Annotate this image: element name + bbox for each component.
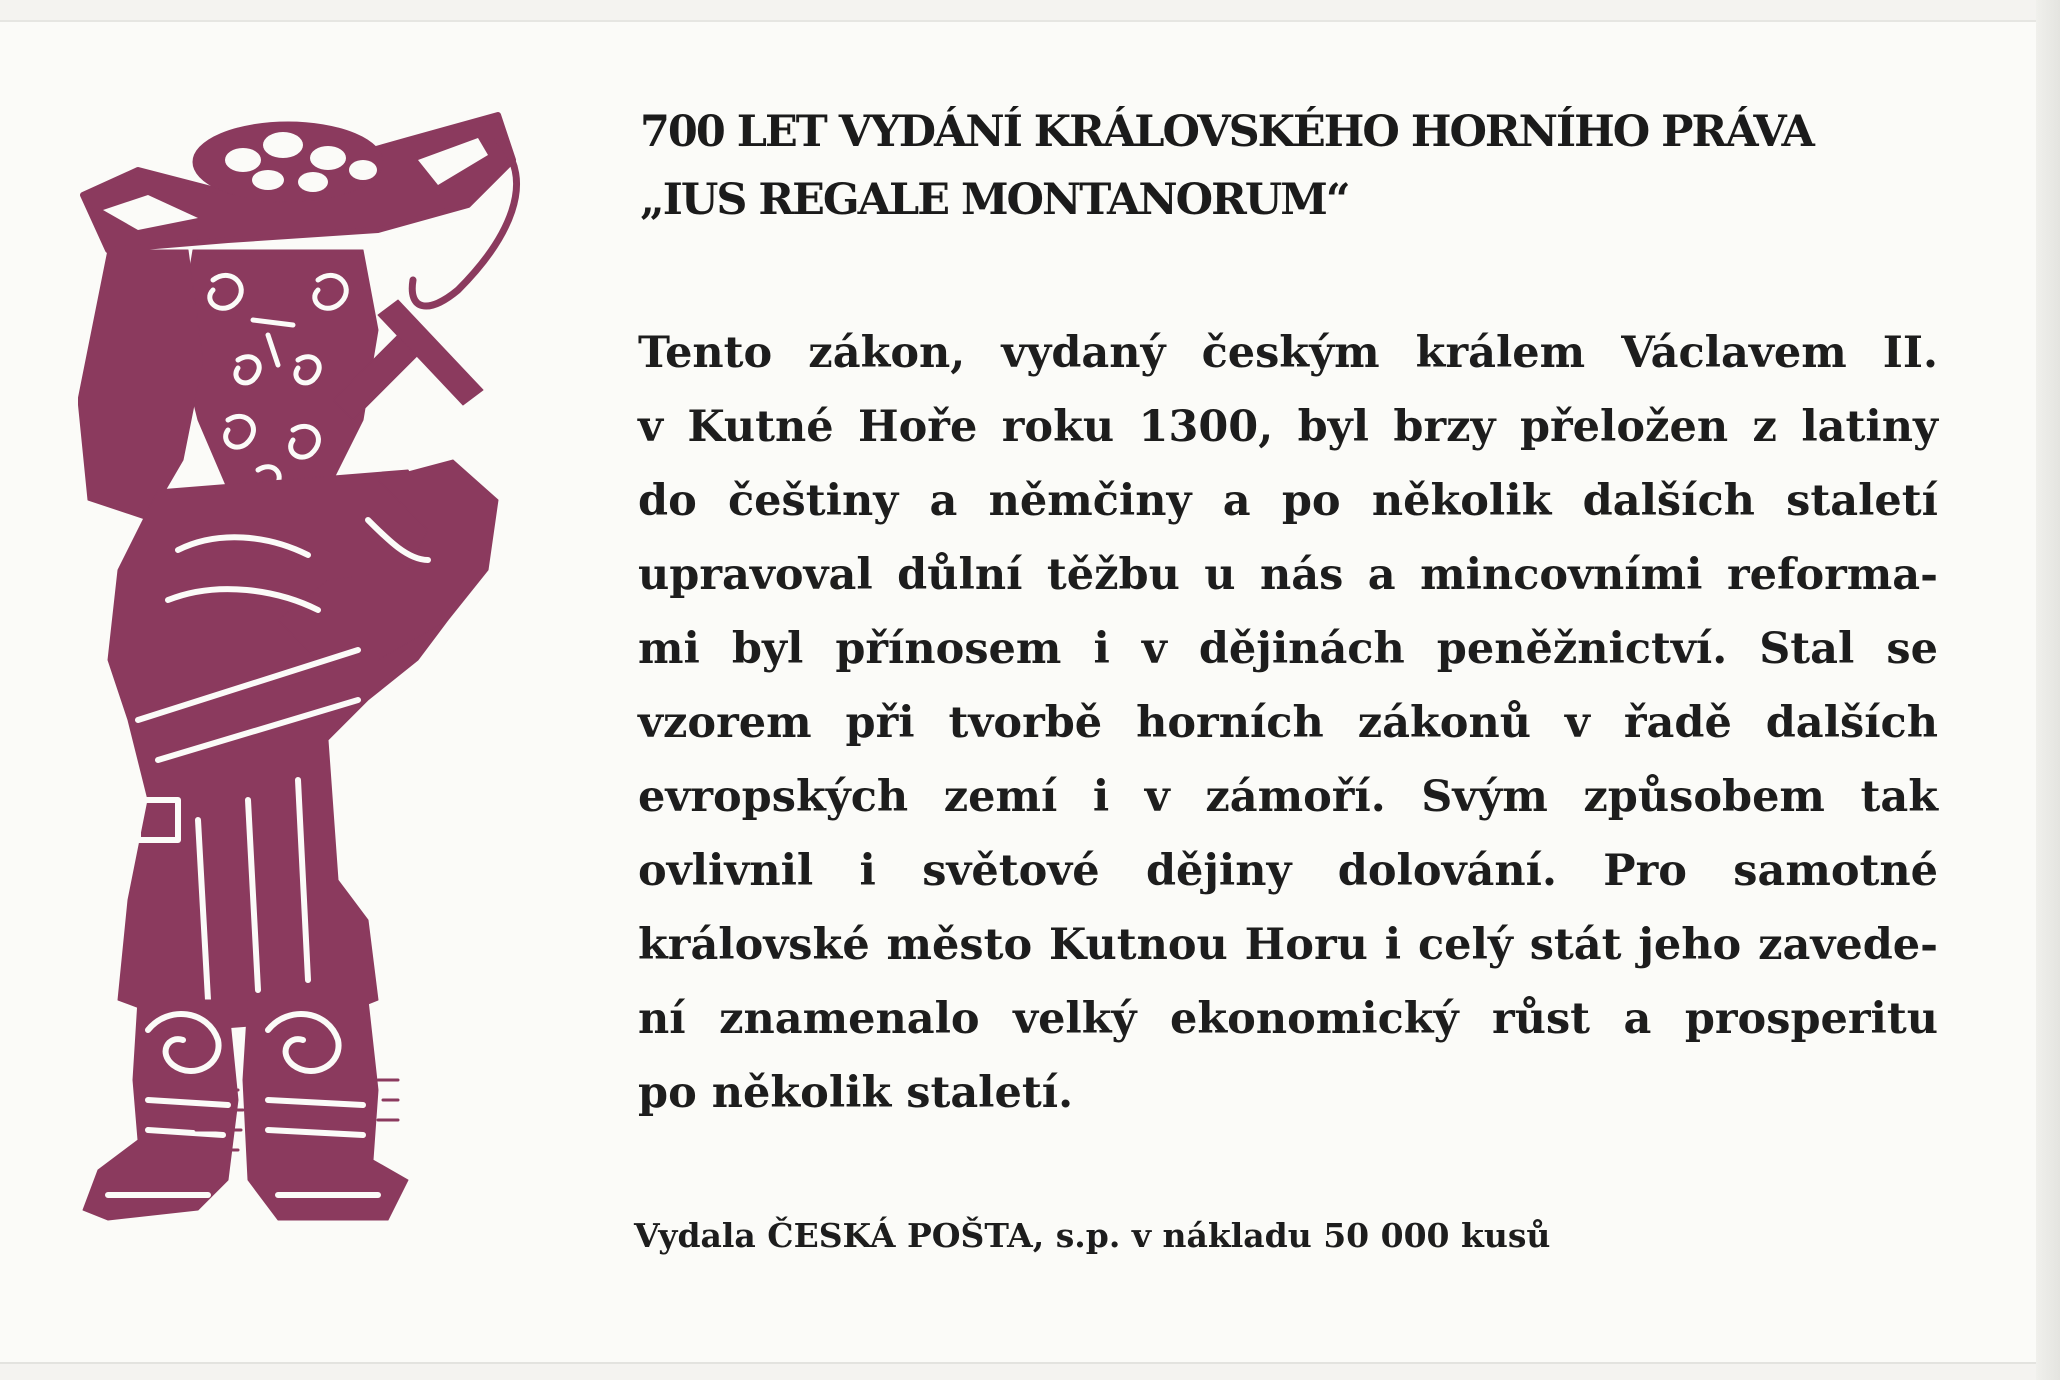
title-line-2: „IUS REGALE MONTANORUM“ [640, 175, 1349, 225]
card-edge [2036, 0, 2060, 1380]
body-line: vzorem při tvorbě horních zákonů v řadě dalších [638, 698, 1938, 748]
title-line-1: 700 LET VYDÁNÍ KRÁLOVSKÉHO HORNÍHO PRÁVA [640, 107, 1813, 157]
body-line: ovlivnil i světové dějiny dolování. Pro samotné [638, 846, 1938, 896]
body-line: mi byl přínosem i v dějinách peněžnictví. Stal se [638, 624, 1938, 674]
body-line: Tento zákon, vydaný českým králem Václavem II. [638, 328, 1938, 378]
publisher-note: Vydala ČESKÁ POŠTA, s.p. v nákladu 50 000 kusů [634, 1216, 1551, 1255]
body-line: královské město Kutnou Horu i celý stát jeho zavede- [638, 920, 1938, 970]
title [640, 98, 1960, 234]
body-line: do češtiny a němčiny a po několik dalších staletí [638, 476, 1938, 526]
body-line: evropských zemí i v zámoří. Svým způsobem tak [638, 772, 1938, 822]
medieval-miner-woodcut-icon [78, 100, 578, 1250]
body-line: v Kutné Hoře roku 1300, byl brzy přeložen z latiny [638, 402, 1938, 452]
body-paragraph [638, 316, 1938, 1130]
body-line: po několik staletí. [638, 1068, 1074, 1118]
body-line: ní znamenalo velký ekonomický růst a prosperitu [638, 994, 1938, 1044]
body-line: upravoval důlní těžbu u nás a mincovními reforma- [638, 550, 1938, 600]
